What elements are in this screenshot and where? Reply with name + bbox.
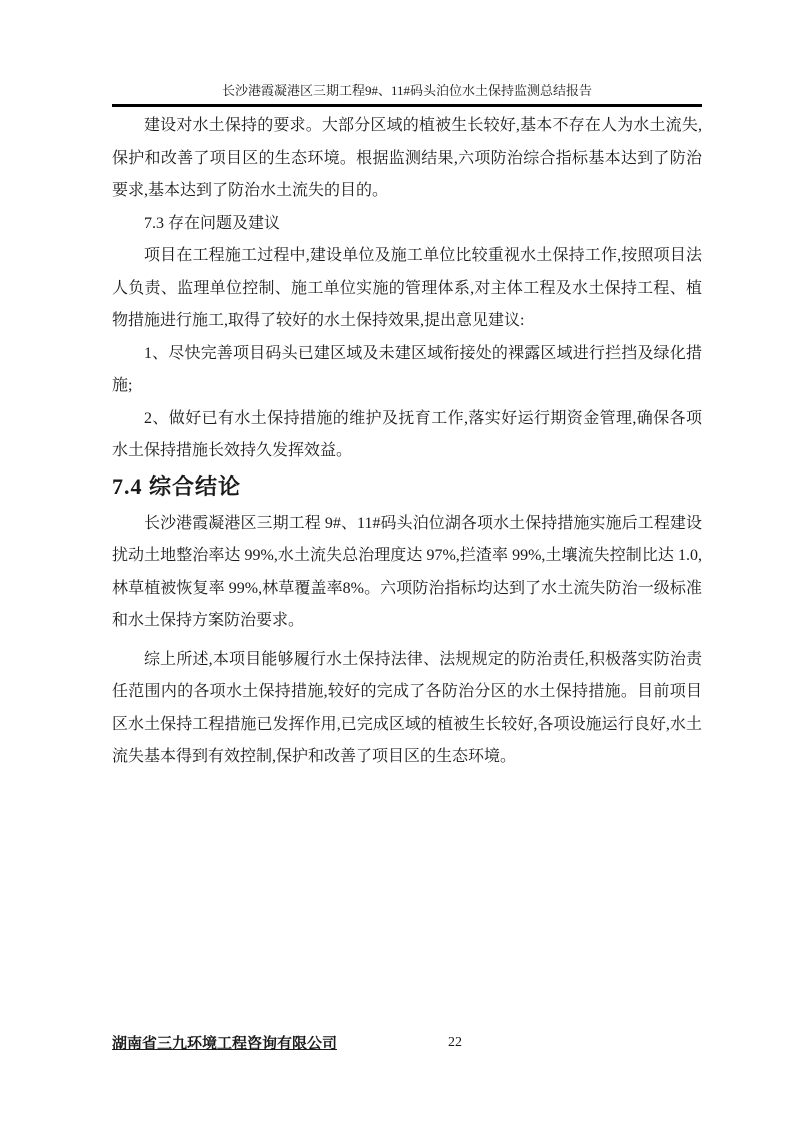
suggestion-item-1: 1、尽快完善项目码头已建区域及未建区域衔接处的裸露区域进行拦挡及绿化措施; xyxy=(112,344,702,394)
page-header-title: 长沙港霞凝港区三期工程9#、11#码头泊位水土保持监测总结报告 xyxy=(112,82,702,107)
conclusion-paragraph-1: 长沙港霞凝港区三期工程 9#、11#码头泊位湖各项水土保持措施实施后工程建设扰动土地整治率达 99%,水土流失总治理度达 97%,拦渣率 99%,土壤流失控制比达 1.0,林草植被恢复率 99%,林草覆盖率8%。六项防治指标均达到了水土流失防治一级标准和水土保持方案防治要求。 xyxy=(112,514,702,629)
footer-page-number: 22 xyxy=(448,1035,462,1050)
conclusion-paragraph-2: 综上所述,本项目能够履行水土保持法律、法规规定的防治责任,积极落实防治责任范围内的各项水土保持措施,较好的完成了各防治分区的水土保持措施。目前项目区水土保持工程措施已发挥作用,已完成区域的植被生长较好,各项设施运行良好,水土流失基本得到有效控制,保护和改善了项目区的生态环境。 xyxy=(112,650,702,765)
section-7-3-paragraph: 项目在工程施工过程中,建设单位及施工单位比较重视水土保持工作,按照项目法人负责、监理单位控制、施工单位实施的管理体系,对主体工程及水土保持工程、植物措施进行施工,取得了较好的水土保持效果,提出意见建议: xyxy=(112,247,702,329)
section-7-4-heading: 7.4 综合结论 xyxy=(112,473,242,499)
footer-company-name: 湖南省三九环境工程咨询有限公司 xyxy=(112,1036,338,1052)
document-body xyxy=(112,110,702,774)
section-7-3-heading: 7.3 存在问题及建议 xyxy=(144,214,281,232)
intro-paragraph: 建设对水土保持的要求。大部分区域的植被生长较好,基本不存在人为水土流失,保护和改善了项目区的生态环境。根据监测结果,六项防治综合指标基本达到了防治要求,基本达到了防治水土流失的目的。 xyxy=(112,117,702,199)
suggestion-item-2: 2、做好已有水土保持措施的维护及抚育工作,落实好运行期资金管理,确保各项水土保持措施长效持久发挥效益。 xyxy=(112,409,702,459)
